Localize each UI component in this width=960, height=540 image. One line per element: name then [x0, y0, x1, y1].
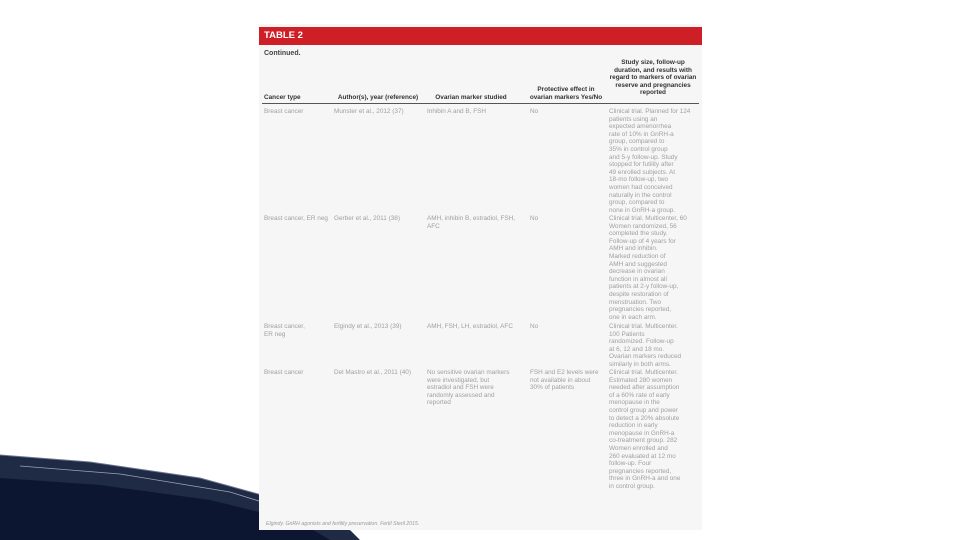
column-header-protective-effect: Protective effect in ovarian markers Yes/No — [529, 86, 603, 101]
row-1-cancer-type: Breast cancer — [264, 108, 304, 115]
row-1-author: Munster et al., 2012 (37) — [334, 108, 404, 115]
row-4-effect: FSH and E2 levels were not available in about 30% of patients — [530, 369, 599, 392]
column-header-cancer-type: Cancer type — [264, 94, 301, 101]
row-1-effect: No — [530, 108, 539, 115]
column-header-marker: Ovarian marker studied — [435, 94, 507, 101]
table-page — [259, 24, 702, 530]
row-3-effect: No — [530, 323, 539, 330]
row-4-cancer-type: Breast cancer — [264, 369, 304, 376]
column-header-author: Author(s), year (reference) — [337, 94, 419, 101]
row-4-author: Del Mastro et al., 2011 (40) — [334, 369, 411, 376]
row-2-effect: No — [530, 215, 539, 222]
row-1-marker: Inhibin A and B, FSH — [427, 108, 486, 115]
row-3-study: Clinical trial. Multicenter. 100 Patients randomized. Follow-up at 6, 12 and 18 mo. Ovarian markers reduced similarly in both arms. — [609, 323, 682, 368]
column-header-study-size: Study size, follow-up duration, and results with regard to markers of ovarian reserve and pregnancies reported — [609, 59, 697, 97]
row-3-author: Elgindy et al., 2013 (39) — [334, 323, 402, 330]
table-footer-citation: Elgindy. GnRH agonists and fertility preservation. Fertil Steril 2015. — [266, 521, 420, 527]
row-4-study: Clinical trial. Multicenter. Estimated 280 women needed after assumption of a 60% rate of early menopause in the control group and power to detect a 20% absolute reduction in early menopause in GnRH-a co-treatment group. 282 Women enrolled and 260 evaluated at 12 mo follow-up. Four pregnancies reported, three in GnRH-a and one in control group. — [609, 369, 681, 490]
table-label: TABLE 2 — [259, 27, 702, 45]
table-continued-label: Continued. — [264, 50, 301, 57]
row-3-marker: AMH, FSH, LH, estradiol, AFC — [427, 323, 513, 330]
row-4-marker: No sensitive ovarian markers were investigated, but estradiol and FSH were randomly assessed and reported — [427, 369, 510, 407]
row-1-study: Clinical trial. Planned for 124 patients using an expected amenorrhea rate of 10% in GnRH-a group, compared to 35% in control group and 5-y follow-up. Study stopped for futility after 49 enrolled subjects. At 18-mo follow-up, two women had conceived naturally in the control group, compared to none in GnRH-a group. — [609, 108, 691, 214]
row-2-marker: AMH, inhibin B, estradiol, FSH, AFC — [427, 215, 516, 230]
row-2-study: Clinical trial. Multicenter, 60 Women randomized, 56 completed the study. Follow-up of 4 years for AMH and inhibin. Marked reduction of AMH and suggested decrease in ovarian function in almost all patients at 2-y follow-up, despite restoration of menstruation. Two pregnancies reported, one in each arm. — [609, 215, 687, 321]
header-rule — [262, 103, 699, 104]
row-2-author: Gerber et al., 2011 (38) — [334, 215, 400, 222]
row-2-cancer-type: Breast cancer, ER neg — [264, 215, 328, 222]
row-3-cancer-type: Breast cancer, ER neg — [264, 323, 305, 338]
